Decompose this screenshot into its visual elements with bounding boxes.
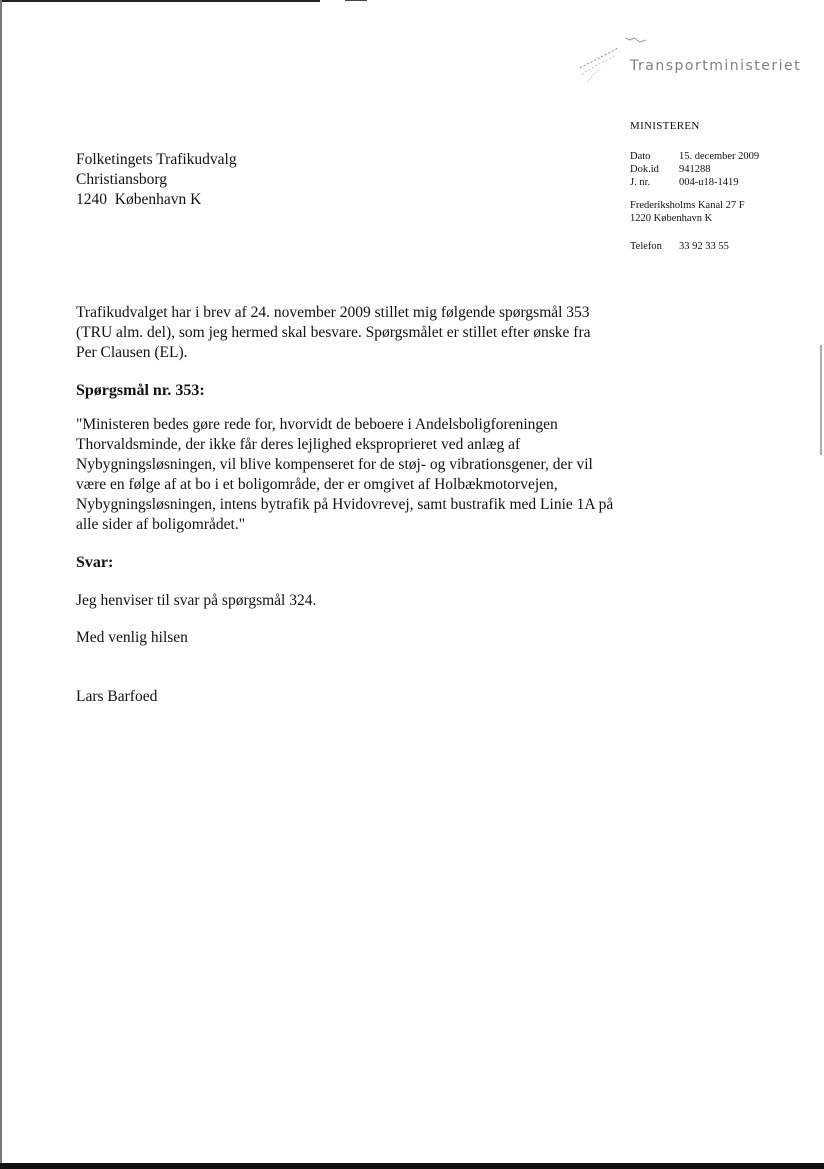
recipient-line2: Christiansborg: [76, 171, 167, 188]
intro-paragraph: Trafikudvalget har i brev af 24. november 2009 stillet mig følgende spørgsmål 353 (TRU alm. del), som jeg hermed skal besvare. Spørgsmålet er stillet efter ønske fra Per Clausen (EL).: [76, 304, 591, 361]
answer-text: Jeg henviser til svar på spørgsmål 324.: [76, 592, 317, 609]
question-heading: Spørgsmål nr. 353:: [76, 382, 205, 399]
signature: Lars Barfoed: [76, 688, 158, 705]
meta-jnr-label: J. nr.: [630, 177, 651, 188]
answer-heading: Svar:: [76, 554, 114, 571]
sender-address-line2: 1220 København K: [630, 213, 713, 224]
scan-edge-right: [820, 345, 822, 455]
meta-telefon: [630, 240, 729, 253]
logo-text: Transportministeriet: [630, 58, 802, 74]
meta-dokid-value: 941288: [679, 164, 711, 175]
meta-dato-label: Dato: [630, 151, 651, 162]
meta-telefon-label: Telefon: [630, 241, 662, 252]
scan-edge-top: [0, 0, 320, 2]
meta-dato-value: 15. december 2009: [679, 151, 760, 162]
meta-dato: [630, 150, 759, 163]
scan-edge-top-mark: [345, 0, 367, 1]
scan-edge-left: [0, 0, 2, 1169]
meta-jnr: [630, 176, 739, 189]
recipient-address: [76, 150, 237, 210]
closing: Med venlig hilsen: [76, 629, 188, 646]
meta-telefon-value: 33 92 33 55: [679, 241, 729, 252]
meta-dokid: [630, 163, 711, 176]
meta-jnr-value: 004-u18-1419: [679, 177, 739, 188]
sender-address-line1: Frederiksholms Kanal 27 F: [630, 200, 745, 211]
scan-edge-bottom: [0, 1163, 824, 1169]
ministry-logo: [570, 30, 800, 90]
recipient-line1: Folketingets Trafikudvalg: [76, 151, 237, 168]
sender-title: MINISTEREN: [630, 120, 700, 132]
meta-dokid-label: Dok.id: [630, 164, 659, 175]
recipient-line3: 1240 København K: [76, 191, 202, 208]
question-text: "Ministeren bedes gøre rede for, hvorvidt de beboere i Andelsboligforeningen Thorvaldsminde, der ikke får deres lejlighed eksproprieret ved anlæg af Nybygningsløsningen, vil blive kompenseret for de støj- og vibrationsgener, der vil være en følge af at bo i et boligområde, der er omgivet af Holbækmotorvejen, Nybygningsløsningen, intens bytrafik på Hvidovrevej, samt bustrafik med Linie 1A på alle sider af boligområdet.": [76, 416, 614, 533]
